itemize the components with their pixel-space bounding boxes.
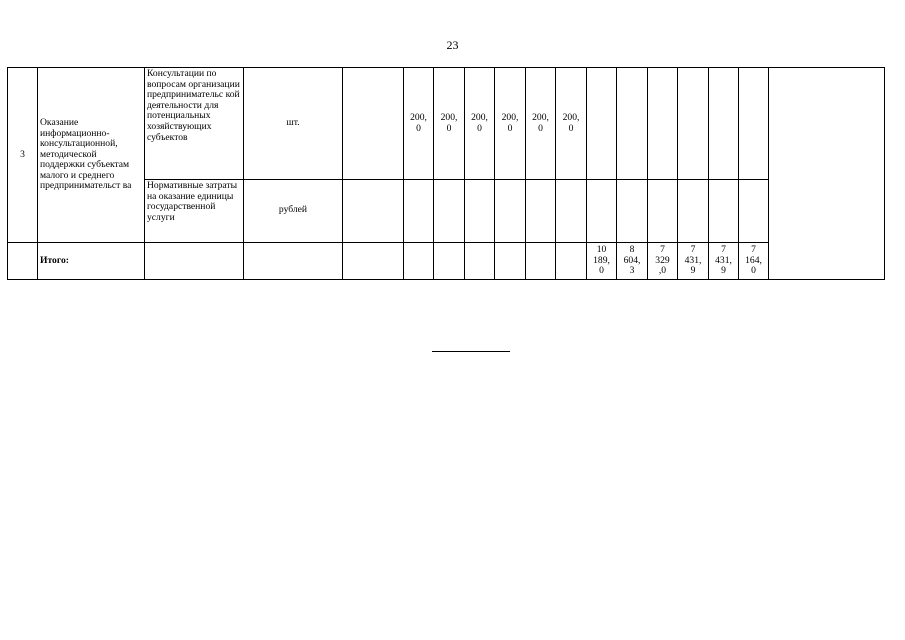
empty-cell [587, 68, 617, 180]
table-row [8, 243, 885, 280]
footnote-separator [432, 351, 510, 352]
total-value-cell: 7 431, 9 [678, 243, 709, 280]
empty-cell [617, 180, 648, 243]
empty-cell [145, 243, 244, 280]
value-cell: 200, 0 [434, 68, 465, 180]
empty-cell [678, 180, 709, 243]
indicator-normative-costs: Нормативные затраты на оказание единицы государственной услуги [145, 180, 244, 243]
empty-cell [495, 243, 526, 280]
value-cell: 200, 0 [556, 68, 587, 180]
total-value-cell: 10 189, 0 [587, 243, 617, 280]
service-name: Оказание информационно-консультационной, методической поддержки субъектам малого и среднего предпринимательст ва [38, 68, 145, 243]
empty-cell [648, 68, 678, 180]
empty-cell [343, 68, 404, 180]
empty-cell [495, 180, 526, 243]
empty-cell [8, 243, 38, 280]
empty-cell [556, 180, 587, 243]
unit-pieces: шт. [244, 68, 343, 180]
empty-cell [465, 243, 495, 280]
empty-cell [769, 68, 885, 280]
empty-cell [739, 68, 769, 180]
total-label: Итого: [38, 243, 145, 280]
value-cell: 200, 0 [404, 68, 434, 180]
row-number: 3 [8, 68, 38, 243]
empty-cell [343, 243, 404, 280]
total-value-cell: 8 604, 3 [617, 243, 648, 280]
empty-cell [244, 243, 343, 280]
empty-cell [709, 68, 739, 180]
empty-cell [465, 180, 495, 243]
empty-cell [526, 243, 556, 280]
empty-cell [617, 68, 648, 180]
empty-cell [709, 180, 739, 243]
indicator-consultations: Консультации по вопросам организации предпринимательс кой деятельности для потенциальных хозяйствующих субъектов [145, 68, 244, 180]
table-row [8, 68, 885, 180]
empty-cell [404, 180, 434, 243]
value-cell: 200, 0 [495, 68, 526, 180]
empty-cell [343, 180, 404, 243]
value-cell: 200, 0 [465, 68, 495, 180]
empty-cell [556, 243, 587, 280]
empty-cell [739, 180, 769, 243]
empty-cell [404, 243, 434, 280]
total-value-cell: 7 164, 0 [739, 243, 769, 280]
total-value-cell: 7 431, 9 [709, 243, 739, 280]
total-value-cell: 7 329 ,0 [648, 243, 678, 280]
page-number: 23 [446, 38, 459, 52]
value-cell: 200, 0 [526, 68, 556, 180]
empty-cell [526, 180, 556, 243]
budget-table [7, 67, 885, 280]
unit-rubles: рублей [244, 180, 343, 243]
empty-cell [587, 180, 617, 243]
empty-cell [678, 68, 709, 180]
empty-cell [434, 243, 465, 280]
empty-cell [434, 180, 465, 243]
empty-cell [648, 180, 678, 243]
